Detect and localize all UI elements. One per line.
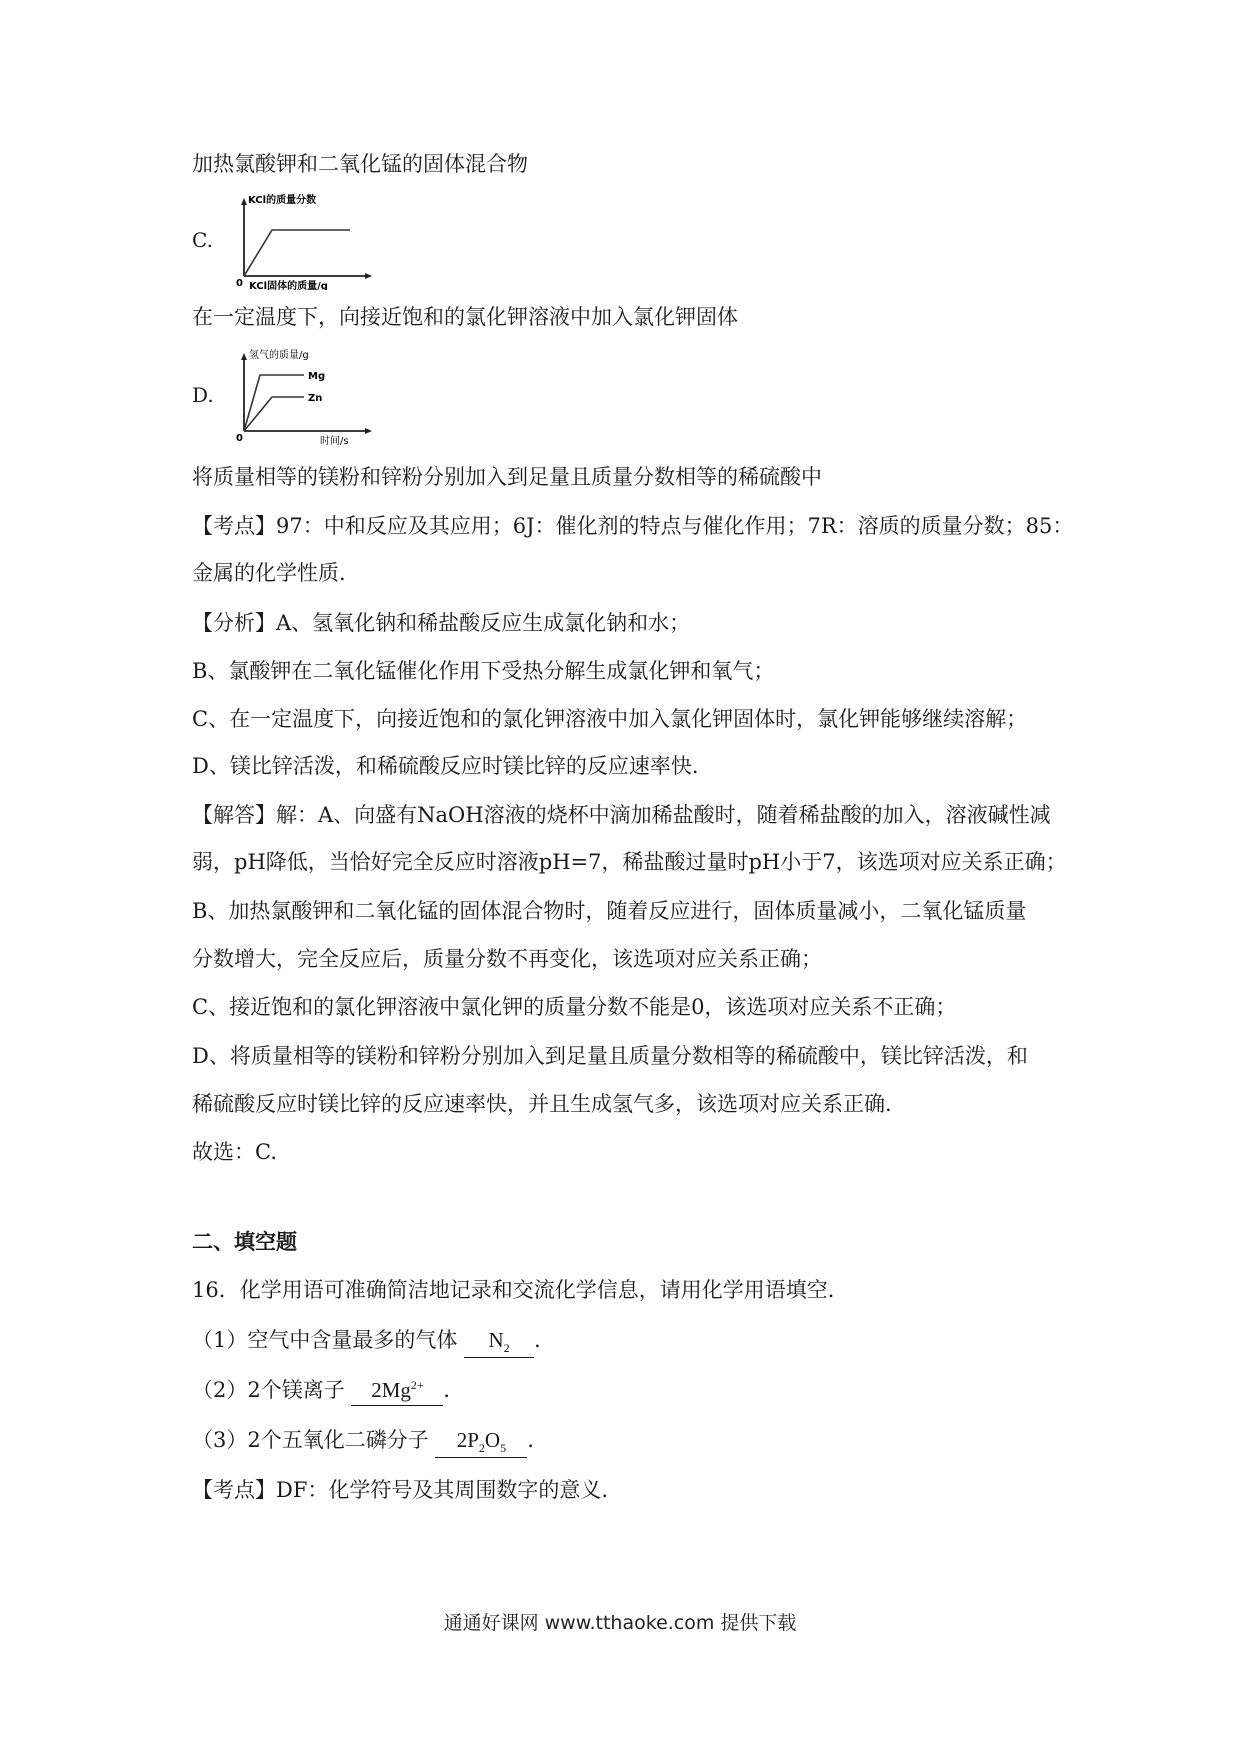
jieda-text-a1: 解：A、向盛有NaOH溶液的烧杯中滴加稀盐酸时，随着稀盐酸的加入，溶液碱性减 [276,803,1051,827]
q16-2-answer: $2Mg^{2+}$ [351,1376,443,1406]
option-c-graph-svg [232,190,382,290]
c-xlabel: KCl固体的质量/g [249,281,328,290]
q16-kaodian-text: DF：化学符号及其周围数字的意义. [276,1478,609,1502]
c-y-arrow [241,198,247,205]
d-origin: 0 [236,433,243,444]
q16-3 [192,1426,548,1458]
c-x-arrow [365,273,372,279]
option-c [192,190,382,294]
fenxi-label: 【分析】 [192,611,276,635]
q16-1-prompt: （1）空气中含量最多的气体 [192,1328,458,1352]
q16-2 [192,1376,464,1406]
option-d-graph [232,345,382,449]
fenxi-line-b: B、氯酸钾在二氧化锰催化作用下受热分解生成氯化钾和氧气； [192,659,775,683]
fenxi-line-a [192,609,690,638]
q16-kaodian [192,1476,608,1505]
option-d-letter: D. [192,383,214,407]
fenxi-text-a: A、氢氧化钠和稀盐酸反应生成氯化钠和水； [276,611,691,635]
jieda-line-a2: 弱，pH降低，当恰好完全反应时溶液pH=7，稀盐酸过量时pH小于7，该选项对应关系正确； [192,850,1067,874]
c-curve [244,230,350,276]
option-c-letter: C. [192,228,213,252]
option-c-caption: 在一定温度下，向接近饱和的氯化钾溶液中加入氯化钾固体 [192,305,738,329]
jieda-line-b2: 分数增大，完全反应后，质量分数不再变化，该选项对应关系正确； [192,947,822,971]
q16-3-prompt: （3）2个五氧化二磷分子 [192,1428,429,1452]
q16-1-answer: $N_2$ [464,1326,534,1358]
jieda-line-d2: 稀硫酸反应时镁比锌的反应速率快，并且生成氢气多，该选项对应关系正确. [192,1092,892,1116]
c-ylabel: KCl的质量分数 [248,195,317,206]
fenxi-line-c: C、在一定温度下，向接近饱和的氯化钾溶液中加入氯化钾固体时，氯化钾能够继续溶解； [192,707,1028,731]
page-footer: 通通好课网 www.tthaoke.com 提供下载 [443,1612,797,1634]
option-d [192,345,382,449]
jieda-answer: 故选：C. [192,1140,277,1164]
fenxi-line-d: D、镁比锌活泼，和稀硫酸反应时镁比锌的反应速率快. [192,754,699,778]
d-series-mg: Mg [308,371,326,382]
kaodian-text-1: 97：中和反应及其应用；6J：催化剂的特点与催化作用；7R：溶质的质量分数；85： [276,514,1074,538]
d-xlabel: 时间/s [320,436,349,445]
jieda-label: 【解答】 [192,803,276,827]
jieda-line-a1 [192,801,1051,830]
q16-kaodian-label: 【考点】 [192,1478,276,1502]
option-d-caption: 将质量相等的镁粉和锌粉分别加入到足量且质量分数相等的稀硫酸中 [192,465,822,489]
d-curve-mg [244,375,304,431]
q16-3-period: ． [527,1428,549,1452]
jieda-line-d1: D、将质量相等的镁粉和锌粉分别加入到足量且质量分数相等的稀硫酸中，镁比锌活泼，和 [192,1044,1028,1068]
c-origin: 0 [236,278,243,289]
d-series-zn: Zn [308,393,323,404]
kaodian-label: 【考点】 [192,514,276,538]
option-d-graph-svg [232,345,382,445]
jieda-line-b1: B、加热氯酸钾和二氧化锰的固体混合物时，随着反应进行，固体质量减小，二氧化锰质量 [192,899,1027,923]
option-b-caption: 加热氯酸钾和二氧化锰的固体混合物 [192,152,528,176]
q16-1-period: ． [534,1328,556,1352]
kaodian-line-2: 金属的化学性质. [192,561,346,585]
question-16: 16．化学用语可准确简洁地记录和交流化学信息，请用化学用语填空． [192,1278,849,1302]
q16-3-answer: $2P_2O_5$ [435,1426,527,1458]
q16-1 [192,1326,555,1358]
q16-2-prompt: （2）2个镁离子 [192,1378,345,1402]
option-c-graph [232,190,382,294]
d-x-arrow [365,428,372,434]
kaodian-line-1 [192,512,1073,541]
q16-2-period: ． [443,1378,465,1402]
d-y-arrow [241,353,247,360]
d-ylabel: 氢气的质量/g [249,350,309,361]
section-title: 二、填空题 [192,1230,297,1254]
jieda-line-c: C、接近饱和的氯化钾溶液中氯化钾的质量分数不能是0，该选项对应关系不正确； [192,995,957,1019]
